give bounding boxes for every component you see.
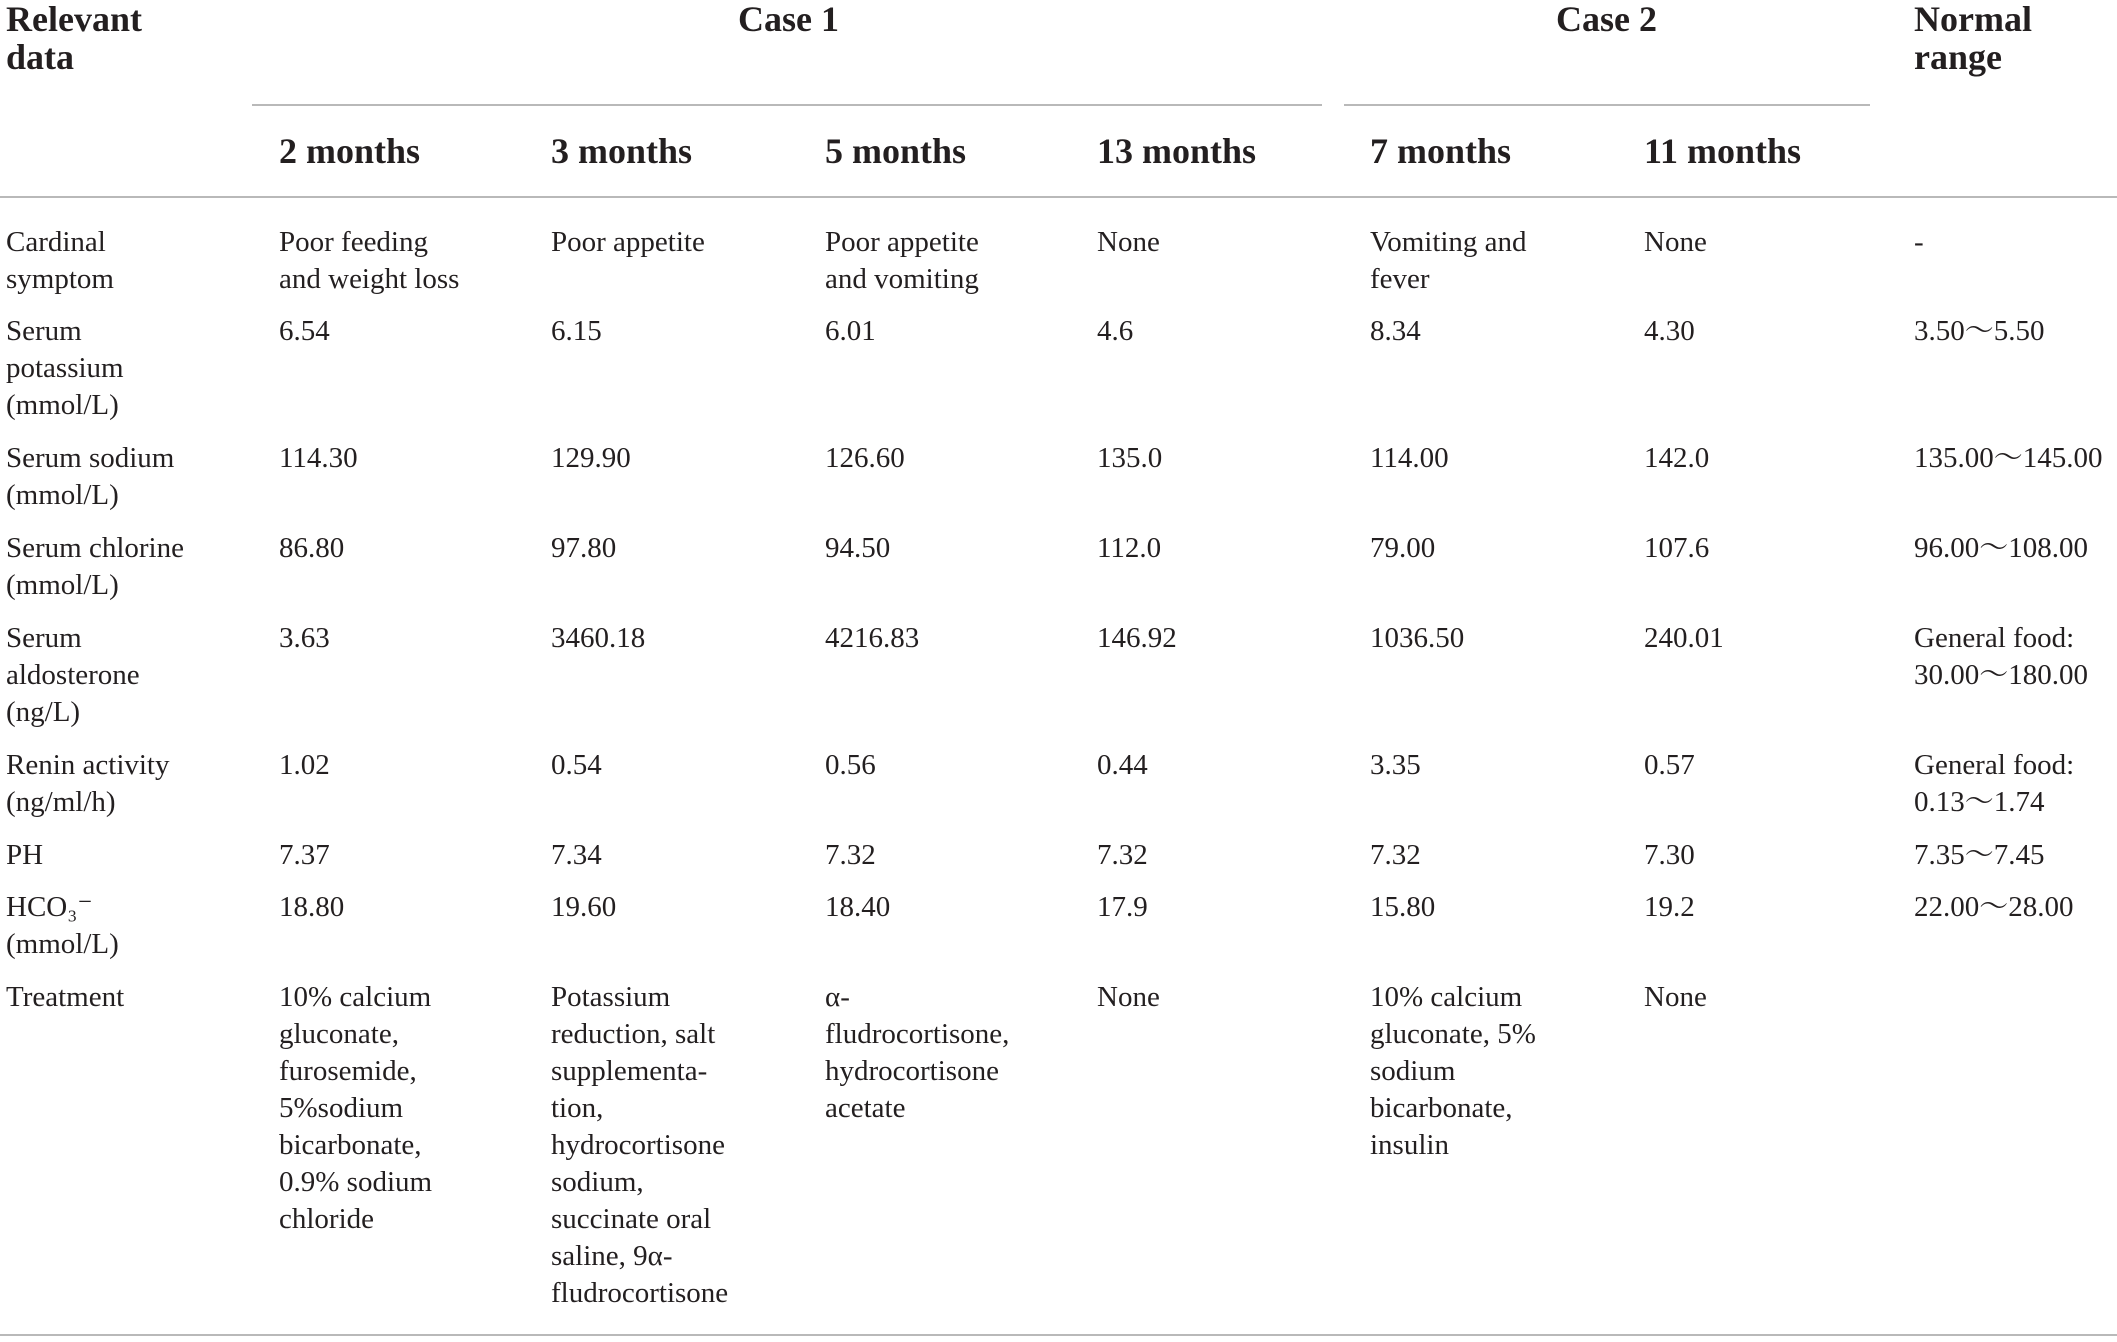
cell-ph-3m: 7.34: [551, 839, 602, 871]
header-case1-2-months: 2 months: [279, 131, 421, 171]
cell-ph-normal: 7.35～7.45: [1914, 839, 2045, 871]
cell-ph-13m: 7.32: [1097, 839, 1148, 871]
cell-serum-aldosterone-7m: 1036.50: [1370, 622, 1465, 654]
cell-renin-activity-3m: 0.54: [551, 749, 602, 781]
cell-cardinal-symptom-3m: Poor appetite: [551, 226, 705, 258]
header-case2-11-months: 11 months: [1644, 131, 1802, 171]
header-case-1: Case 1: [738, 0, 839, 39]
cell-serum-potassium-2m: 6.54: [279, 315, 330, 347]
table-bottom-rule: [0, 1334, 2117, 1336]
cell-serum-potassium-11m: 4.30: [1644, 315, 1695, 347]
row-label-serum-chlorine: Serum chlorine (mmol/L): [6, 532, 184, 601]
cell-serum-chlorine-5m: 94.50: [825, 532, 891, 564]
cell-serum-aldosterone-2m: 3.63: [279, 622, 330, 654]
cell-serum-aldosterone-5m: 4216.83: [825, 622, 920, 654]
cell-serum-sodium-3m: 129.90: [551, 442, 631, 474]
cell-hco3-5m: 18.40: [825, 891, 891, 923]
cell-serum-sodium-7m: 114.00: [1370, 442, 1449, 474]
cell-ph-5m: 7.32: [825, 839, 876, 871]
cell-hco3-13m: 17.9: [1097, 891, 1148, 923]
cell-renin-activity-13m: 0.44: [1097, 749, 1148, 781]
cell-cardinal-symptom-11m: None: [1644, 226, 1707, 258]
row-label-serum-aldosterone: Serum aldosterone (ng/L): [6, 622, 140, 728]
cell-treatment-13m: None: [1097, 981, 1160, 1013]
header-case1-13-months: 13 months: [1097, 131, 1257, 171]
cell-hco3-3m: 19.60: [551, 891, 617, 923]
cell-serum-aldosterone-13m: 146.92: [1097, 622, 1177, 654]
cell-serum-aldosterone-normal: General food: 30.00～180.00: [1914, 622, 2089, 691]
cell-hco3-normal: 22.00～28.00: [1914, 891, 2074, 923]
cell-serum-sodium-2m: 114.30: [279, 442, 358, 474]
cell-serum-potassium-13m: 4.6: [1097, 315, 1134, 347]
row-label-serum-sodium: Serum sodium (mmol/L): [6, 442, 175, 511]
cell-ph-7m: 7.32: [1370, 839, 1421, 871]
header-case1-3-months: 3 months: [551, 131, 693, 171]
cell-hco3-7m: 15.80: [1370, 891, 1436, 923]
cell-treatment-11m: None: [1644, 981, 1707, 1013]
case-2-underline: [1344, 104, 1870, 106]
cell-cardinal-symptom-normal: -: [1914, 226, 1924, 258]
header-case-2: Case 2: [1556, 0, 1657, 39]
header-normal-range: Normal range: [1914, 0, 2032, 77]
cell-treatment-2m: 10% calcium gluconate, furosemide, 5%sodium bicarbonate, 0.9% sodium chloride: [279, 981, 433, 1235]
cell-serum-chlorine-13m: 112.0: [1097, 532, 1162, 564]
row-label-serum-potassium: Serum potassium (mmol/L): [6, 315, 124, 421]
cell-serum-potassium-3m: 6.15: [551, 315, 602, 347]
cell-ph-11m: 7.30: [1644, 839, 1695, 871]
case-1-underline: [252, 104, 1322, 106]
cell-serum-sodium-5m: 126.60: [825, 442, 905, 474]
header-relevant-data: Relevant data: [6, 0, 142, 77]
cell-serum-chlorine-normal: 96.00～108.00: [1914, 532, 2089, 564]
cell-serum-chlorine-2m: 86.80: [279, 532, 345, 564]
cell-cardinal-symptom-5m: Poor appetite and vomiting: [825, 226, 979, 295]
cell-renin-activity-7m: 3.35: [1370, 749, 1421, 781]
cell-hco3-2m: 18.80: [279, 891, 345, 923]
cell-treatment-7m: 10% calcium gluconate, 5% sodium bicarbonate, insulin: [1370, 981, 1536, 1161]
cell-serum-aldosterone-3m: 3460.18: [551, 622, 646, 654]
cell-renin-activity-2m: 1.02: [279, 749, 330, 781]
cell-serum-sodium-normal: 135.00～145.00: [1914, 442, 2103, 474]
cell-treatment-5m: α- fludrocortisone, hydrocortisone acetate: [825, 981, 1010, 1124]
cell-ph-2m: 7.37: [279, 839, 330, 871]
cell-serum-sodium-13m: 135.0: [1097, 442, 1163, 474]
cell-serum-potassium-7m: 8.34: [1370, 315, 1421, 347]
row-label-cardinal-symptom: Cardinal symptom: [6, 226, 114, 295]
cell-cardinal-symptom-2m: Poor feeding and weight loss: [279, 226, 460, 295]
cell-serum-sodium-11m: 142.0: [1644, 442, 1710, 474]
cell-serum-chlorine-3m: 97.80: [551, 532, 617, 564]
cell-hco3-11m: 19.2: [1644, 891, 1695, 923]
header-case1-5-months: 5 months: [825, 131, 967, 171]
cell-treatment-3m: Potassium reduction, salt supplementa- tion, hydrocortisone sodium, succinate oral saline, 9α- fludrocortisone: [551, 981, 729, 1309]
cell-serum-potassium-normal: 3.50～5.50: [1914, 315, 2045, 347]
row-label-treatment: Treatment: [6, 981, 125, 1013]
cell-serum-potassium-5m: 6.01: [825, 315, 876, 347]
cell-serum-chlorine-11m: 107.6: [1644, 532, 1710, 564]
header-bottom-rule: [0, 196, 2117, 198]
cell-renin-activity-5m: 0.56: [825, 749, 876, 781]
row-label-ph: PH: [6, 839, 44, 871]
cell-serum-aldosterone-11m: 240.01: [1644, 622, 1724, 654]
cell-renin-activity-11m: 0.57: [1644, 749, 1695, 781]
row-label-renin-activity: Renin activity (ng/ml/h): [6, 749, 170, 818]
cell-cardinal-symptom-13m: None: [1097, 226, 1160, 258]
row-label-hco3: HCO₃⁻ (mmol/L): [6, 891, 119, 960]
cell-cardinal-symptom-7m: Vomiting and fever: [1370, 226, 1527, 295]
cell-serum-chlorine-7m: 79.00: [1370, 532, 1436, 564]
header-case2-7-months: 7 months: [1370, 131, 1512, 171]
cell-renin-activity-normal: General food: 0.13～1.74: [1914, 749, 2075, 818]
